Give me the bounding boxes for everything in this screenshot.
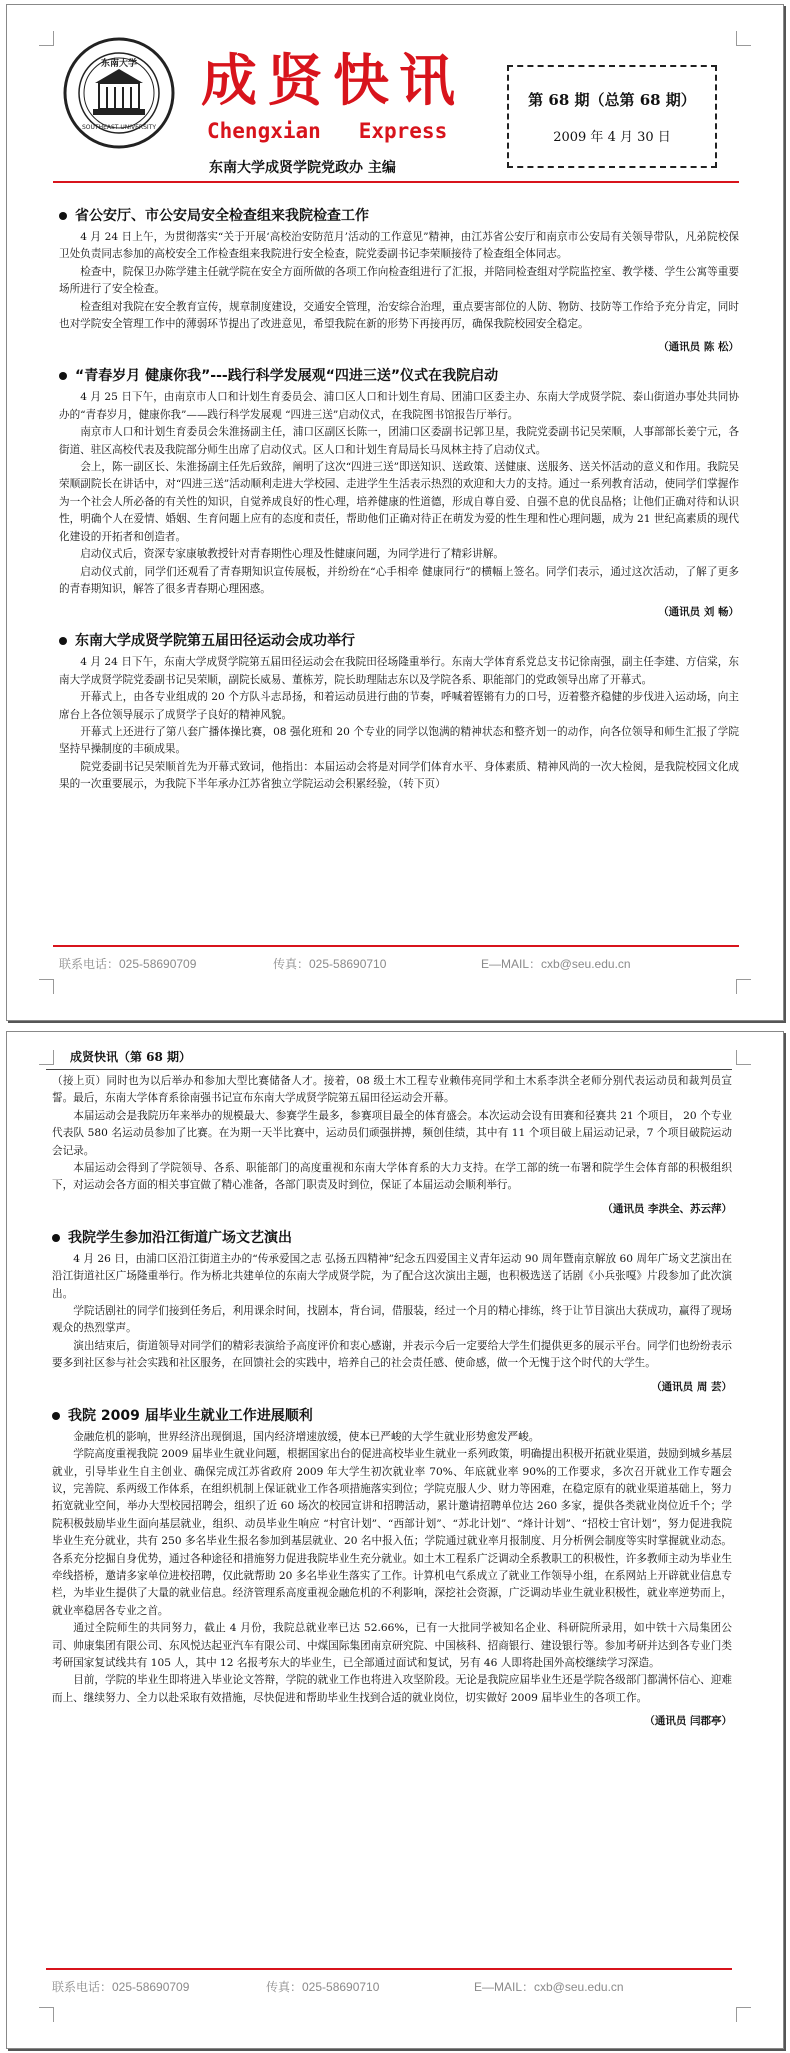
article-title: 东南大学成贤学院第五届田径运动会成功举行 bbox=[75, 633, 355, 650]
header-divider bbox=[53, 181, 739, 183]
newsletter-title: 成贤快讯 bbox=[201, 48, 465, 114]
article-title: 我院学生参加沿江街道广场文艺演出 bbox=[68, 1229, 292, 1246]
article bbox=[59, 205, 739, 355]
paragraph: 启动仪式前，同学们还观看了青春期知识宣传展板，并纷纷在“心手相牵 健康同行”的横幅上签名。同学们表示，通过这次活动，了解了更多的青春期知识，解答了很多青春期心理困惑。 bbox=[59, 565, 739, 595]
reporter-credit: （通讯员 李洪全、苏云萍） bbox=[602, 1202, 732, 1215]
issue-number: 第 68 期（总第 68 期） bbox=[528, 91, 696, 109]
article bbox=[52, 1405, 732, 1730]
paragraph: 目前，学院的毕业生即将进入毕业论文答辩，学院的就业工作也将进入攻坚阶段。无论是我院应届毕业生还是学院各级部门都满怀信心、迎难而上、继续努力、全力以赴采取有效措施，尽快促进和帮助毕业生找到合适的就业岗位，切实做好 2009 届毕业生的各项工作。 bbox=[52, 1674, 732, 1704]
svg-text:SOUTHEAST UNIVERSITY: SOUTHEAST UNIVERSITY bbox=[82, 124, 156, 131]
contact-phone: 联系电话：025-58690709 bbox=[59, 957, 197, 971]
issue-box bbox=[507, 65, 717, 168]
paragraph: 演出结束后，街道领导对同学们的精彩表演给予高度评价和衷心感谢，并表示今后一定要给大学生们提供更多的展示平台。同学们也纷纷表示要多到社区参与社会实践和社区服务，在回馈社会的实践中，培养自己的社会责任感、使命感，做一个无愧于这个时代的大学生。 bbox=[52, 1339, 732, 1370]
crop-mark bbox=[39, 1050, 54, 1065]
newsletter-title-english: Chengxian Express bbox=[207, 119, 448, 143]
page-one-body bbox=[59, 205, 739, 794]
university-seal-logo bbox=[63, 37, 175, 149]
paragraph: 检查组对我院在安全教育宣传，规章制度建设，交通安全管理，治安综合治理，重点要害部位的人防、物防、技防等工作给予充分肯定，同时也对学院安全管理工作中的薄弱环节提出了改进意见，希望我院在新的形势下再接再厉，确保我院校园安全稳定。 bbox=[59, 300, 739, 331]
paragraph: 会上，陈一副区长、朱淮扬副主任先后致辞，阐明了这次“四进三送”即送知识、送政策、送健康、送服务、送关怀活动的意义和作用。我院吴荣顺副院长在讲话中，对“四进三送”活动顺利走进大学校园、走进学生生活表示热烈的欢迎和大力的支持。通过一系列教育活动，使同学们掌握作为一个社会人所必备的有关性的知识，自觉养成良好的性心理，培养健康的性道德，形成自尊自爱、自强不息的优良品格；让他们正确对待和认识性，明确个人在爱情、婚姻、生育问题上应有的态度和责任，帮助他们正确对待正在萌发为爱的性生理和性心理问题，成为 21 世纪高素质的现代化建设的开拓者和创造者。 bbox=[59, 461, 739, 543]
contact-email[interactable]: E—MAIL：cxb@seu.edu.cn bbox=[481, 957, 631, 971]
paragraph: 学院高度重视我院 2009 届毕业生就业问题，根据国家出台的促进高校毕业生就业一系列政策，明确提出积极开拓就业渠道，鼓励到城乡基层就业，引导毕业生自主创业、确保完成江苏省政府 2009 年大学生初次就业率 70%、年底就业率 90%的工作要求，多次召开就业工作专题会议，完善院、系两级工作体系，在组织机制上保证就业工作各项措施落实到位；学院克服人少、财力等困难，在稳定原有的就业渠道基础上，努力拓宽就业空间，举办大型校园招聘会，组织了近 60 场次的校园宣讲和招聘活动，累计邀请招聘单位达 260 多家，提供各类就业岗位近千个；学院积极鼓励毕业生面向基层就业，组织、动员毕业生响应 “村官计划”、“西部计划”、“苏北计划”、“烽计计划”、“招校士官计划”，努力促进我院毕业生充分就业，共有 250 多名毕业生报名参加到基层就业、20 名中报入伍；学院通过就业率月报制度、月分析例会制度等实时掌握就业动态。各系充分挖掘自身优势，通过各种途径和措施努力促进我院毕业生充分就业。如土木工程系广泛调动全系教职工的积极性，许多教师主动为毕业生牵线搭桥，邀请多家单位进校招聘，仅此就帮助 20 多名毕业生落实了工作。计算机电气系成立了就业工作领导小组，在系网站上开辟就业信息专栏，为毕业生提供了大量的就业信息。经济管理系高度重视金融危机的不利影响，深挖社会资源，广泛调动毕业生就业积极性，就业率逆势而上，就业率稳居各专业之首。 bbox=[52, 1448, 732, 1617]
page-two-footer-divider bbox=[46, 1968, 732, 1970]
crop-mark bbox=[736, 31, 751, 46]
crop-mark bbox=[736, 979, 751, 994]
article bbox=[52, 1073, 732, 1217]
paragraph: 本届运动会是我院历年来举办的规模最大、参赛学生最多，参赛项目最全的体育盛会。本次运动会设有田赛和径赛共 21 个项目， 20 个专业代表队 580 名运动员参加了比赛。在为期一天半比赛中，运动员们顽强拼搏，频创佳绩，其中有 11 个项目破上届运动记录，7 个项目破院运动会记录。 bbox=[52, 1109, 732, 1157]
bullet-icon bbox=[59, 212, 67, 220]
page-two-header-divider bbox=[46, 1069, 732, 1070]
crop-mark bbox=[39, 979, 54, 994]
paragraph: 金融危机的影响，世界经济出现倒退，国内经济增速放缓，使本已严峻的大学生就业形势愈发严峻。 bbox=[73, 1430, 540, 1443]
svg-text:东南大学: 东南大学 bbox=[100, 59, 138, 69]
paragraph: 启动仪式后，资深专家康敏教授针对青春期性心理及性健康问题，为同学进行了精彩讲解。 bbox=[80, 548, 504, 561]
article-title: 我院 2009 届毕业生就业工作进展顺利 bbox=[68, 1407, 313, 1424]
paragraph: 通过全院师生的共同努力，截止 4 月份，我院总就业率已达 52.66%，已有一大批同学被知名企业、科研院所录用，如中铁十六局集团公司、帅康集团有限公司、东风悦达起亚汽车有限公司、中煤国际集团南京研究院、中国核科、招商银行、建设银行等。参加考研并达到各专业门类考研国家复试线共有 105 人，其中 12 名报考东大的毕业生，已全部通过面试和复试，另有 46 人即将赴国外高校继续学习深造。 bbox=[52, 1622, 732, 1669]
contact-email[interactable]: E—MAIL：cxb@seu.edu.cn bbox=[474, 1980, 624, 1994]
article bbox=[59, 630, 739, 793]
article-title: 省公安厅、市公安局安全检查组来我院检查工作 bbox=[75, 208, 369, 224]
crop-mark bbox=[39, 31, 54, 46]
footer-divider bbox=[53, 945, 739, 947]
paragraph: 本届运动会得到了学院领导、各系、职能部门的高度重视和东南大学体育系的大力支持。在学工部的统一布署和院学生会体育部的积极组织下，对运动会各方面的相关事宜做了精心准备，各部门职责及时到位，保证了本届运动会顺利举行。 bbox=[52, 1162, 732, 1192]
reporter-credit: （通讯员 周 芸） bbox=[651, 1380, 732, 1393]
reporter-credit: （通讯员 陈 松） bbox=[658, 341, 739, 354]
bullet-icon bbox=[59, 372, 67, 380]
bullet-icon bbox=[52, 1412, 60, 1420]
paragraph: （接上页）同时也为以后举办和参加大型比赛储备人才。接着，08 级土木工程专业赖伟亮同学和土木系李洪全老师分别代表运动员和裁判员宣誓。最后，东南大学体育系徐南强书记宣布东南大学成贤学院第五届田径运动会开幕。 bbox=[52, 1075, 732, 1105]
contact-fax: 传真：025-58690710 bbox=[266, 1980, 380, 1994]
paragraph: 学院话剧社的同学们接到任务后，利用课余时间，找剧本，背台词，借服装，经过一个月的精心排练，终于让节目演出大获成功，赢得了现场观众的热烈掌声。 bbox=[52, 1305, 732, 1335]
reporter-credit: （通讯员 刘 畅） bbox=[658, 606, 739, 619]
paragraph: 开幕式上还进行了第八套广播体操比赛，08 强化班和 20 个专业的同学以饱满的精神状态和整齐划一的动作，向各位领导和师生汇报了学院坚持早操制度的丰硕成果。 bbox=[59, 725, 739, 756]
page-one bbox=[6, 4, 784, 1021]
issue-date: 2009 年 4 月 30 日 bbox=[553, 130, 671, 145]
reporter-credit: （通讯员 闫郡亭） bbox=[644, 1715, 732, 1728]
crop-mark bbox=[736, 2007, 751, 2022]
contact-phone: 联系电话：025-58690709 bbox=[52, 1980, 190, 1994]
page-two-body bbox=[52, 1073, 732, 1739]
bullet-icon bbox=[59, 637, 67, 645]
contact-fax: 传真：025-58690710 bbox=[273, 957, 387, 971]
paragraph: 开幕式上，由各专业组成的 20 个方队斗志昂扬，和着运动员进行曲的节奏，呼喊着铿锵有力的口号，迈着整齐稳健的步伐进入运动场，向主席台上各位领导展示了成贤学子良好的精神风貌。 bbox=[59, 691, 739, 721]
article-title: “青春岁月 健康你我”---践行科学发展观“四进三送”仪式在我院启动 bbox=[75, 368, 499, 385]
paragraph: 4 月 26 日，由浦口区沿江街道主办的“传承爱国之志 弘扬五四精神”纪念五四爱国主义青年运动 90 周年暨南京解放 60 周年广场文艺演出在沿江街道社区广场隆重举行。作为桥北共建单位的东南大学成贤学院，为了配合这次演出主题，也积极选送了话剧《小兵张嘎》片段参加了此次演出。 bbox=[52, 1252, 732, 1300]
article bbox=[59, 365, 739, 620]
paragraph: 4 月 24 日上午，为贯彻落实“关于开展‘高校治安防范月’活动的工作意见”精神，由江苏省公安厅和南京市公安局有关领导带队，凡弟院校保卫处负责同志参加的高校安全工作检查组来我院进行安全检查，院党委副书记李荣顺接待了检查组全体同志。 bbox=[59, 231, 739, 261]
crop-mark bbox=[39, 2007, 54, 2022]
bullet-icon bbox=[52, 1234, 60, 1242]
paragraph: 4 月 24 日下午，东南大学成贤学院第五届田径运动会在我院田径场隆重举行。东南大学体育系党总支书记徐南强，副主任李建、方信棠，东南大学成贤学院党委副书记吴荣顺，副院长威易、董栋芳，院长助理陆志东以及学院各系、职能部门的党政领导出席了开幕式。 bbox=[59, 656, 739, 686]
crop-mark bbox=[736, 1050, 751, 1065]
paragraph: 南京市人口和计划生育委员会朱淮扬副主任，浦口区副区长陈一，团浦口区委副书记郭卫星，我院党委副书记吴荣顺，人事部部长姜宁元，各街道、驻区高校代表及我院部分师生出席了启动仪式。区人口和计划生育局局长马凤林主持了启动仪式。 bbox=[59, 426, 739, 456]
editor-line: 东南大学成贤学院党政办 主编 bbox=[209, 160, 396, 176]
paragraph: 院党委副书记吴荣顺首先为开幕式致词，他指出：本届运动会将是对同学们体育水平、身体素质、精神风尚的一次大检阅，是我院校园文化成果的一次重要展示，为我院下半年承办江苏省独立学院运动会积累经验，（转下页） bbox=[59, 760, 739, 791]
article bbox=[52, 1227, 732, 1395]
paragraph: 4 月 25 日下午，由南京市人口和计划生育委员会、浦口区人口和计划生育局、团浦口区委主办、东南大学成贤学院、泰山街道办事处共同协办的“青春岁月，健康你我”——践行科学发展观 “四进三送”启动仪式，在我院图书馆报告厅举行。 bbox=[59, 391, 739, 421]
paragraph: 检查中，院保卫办陈学建主任就学院在安全方面所做的各项工作向检查组进行了汇报，并陪同检查组对学院监控室、教学楼、学生公寓等重要场所进行了安全检查。 bbox=[59, 265, 739, 296]
page-two-running-header: 成贤快讯（第 68 期） bbox=[70, 1050, 192, 1064]
